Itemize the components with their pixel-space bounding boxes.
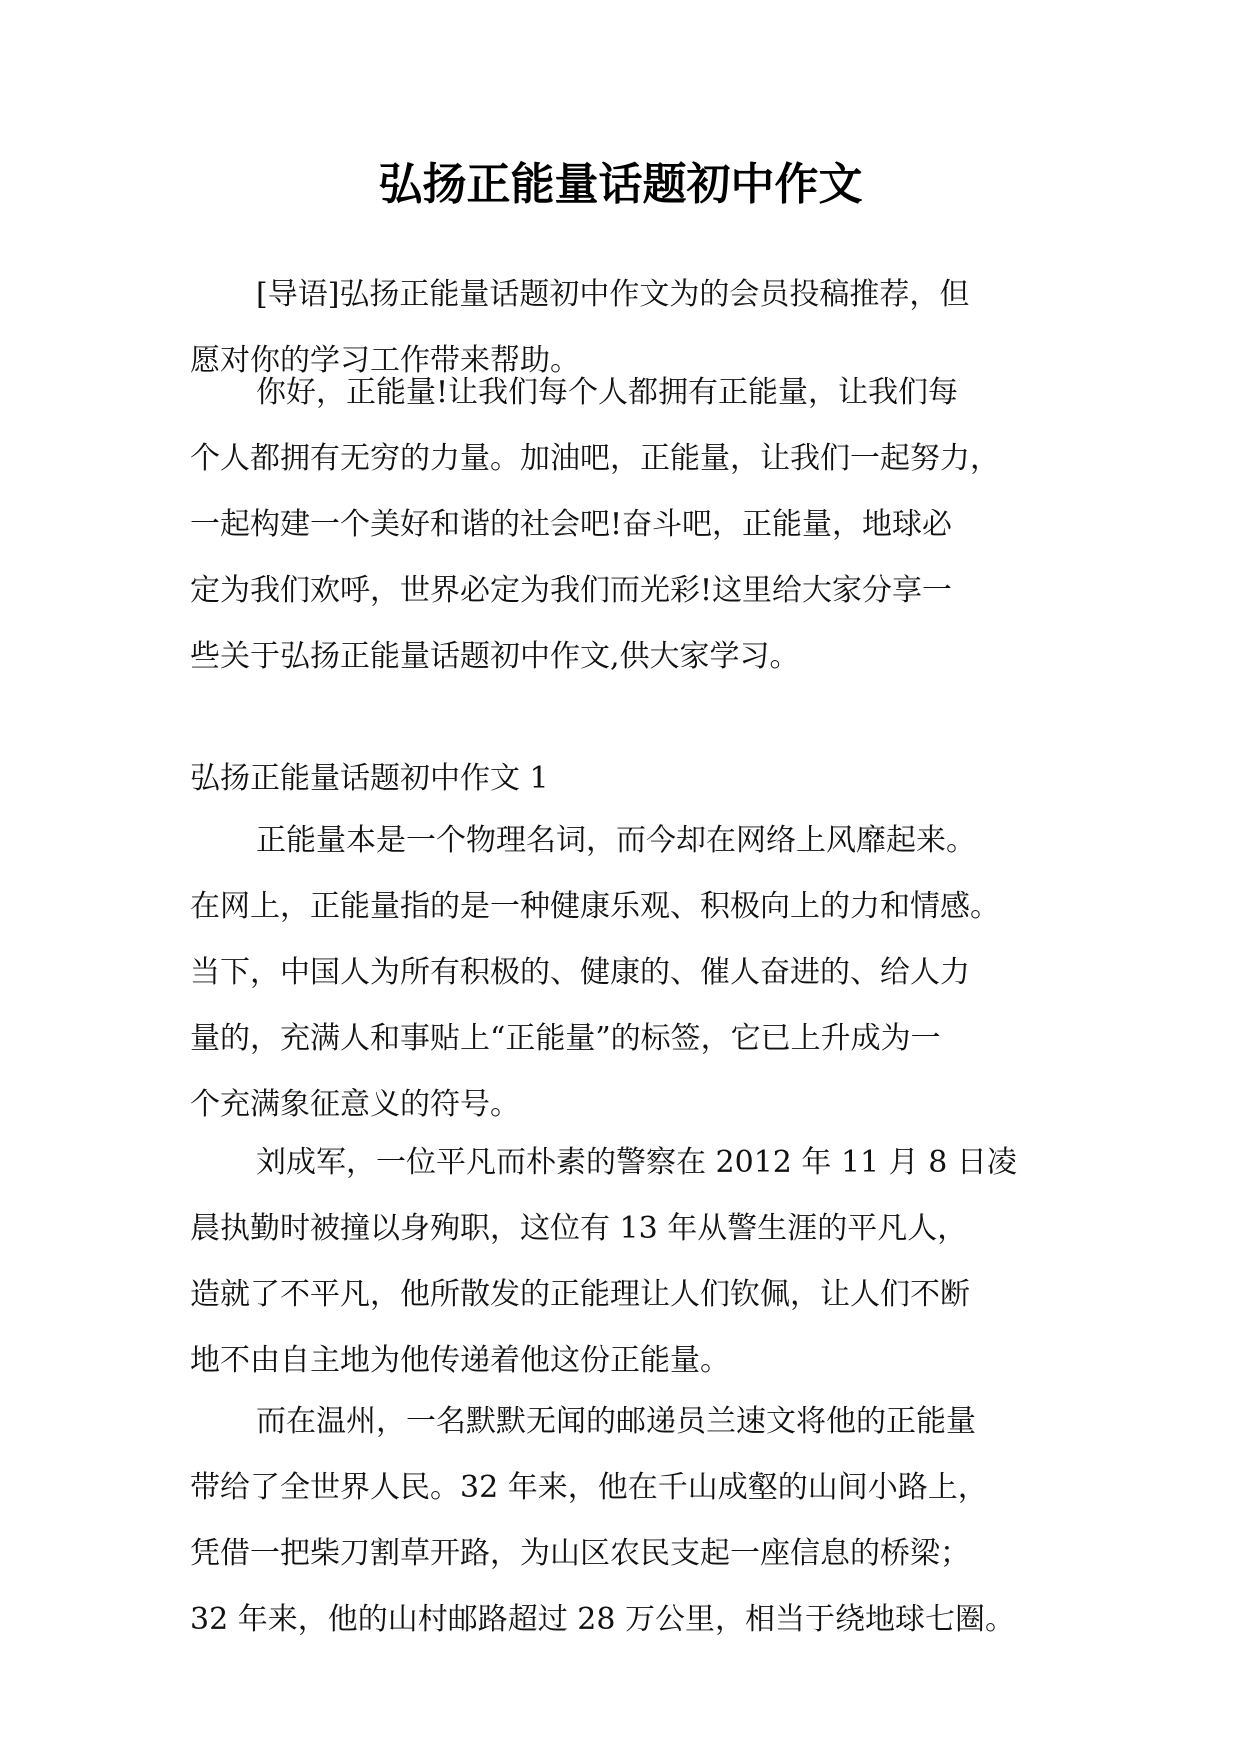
intro-line: 愿对你的学习工作带来帮助。 [190,343,580,378]
section-heading: 弘扬正能量话题初中作文 1 [190,761,549,796]
page-title: 弘扬正能量话题初中作文 [378,159,863,210]
intro-line: [导语]弘扬正能量话题初中作文为的会员投稿推荐，但 [256,277,970,312]
paragraph-3 [190,1130,1050,1394]
paragraph-4 [190,1389,1050,1653]
paragraph-line: 量的，充满人和事贴上“正能量”的标签，它已上升成为一 [190,1021,941,1056]
paragraph-line: 32 年来，他的山村邮路超过 28 万公里，相当于绕地球七圈。 [190,1602,1015,1637]
paragraph-line: 造就了不平凡，他所散发的正能理让人们钦佩，让人们不断 [190,1277,970,1312]
paragraph-line: 些关于弘扬正能量话题初中作文,供大家学习。 [190,639,800,674]
paragraph-1 [190,360,1050,690]
paragraph-line: 在网上，正能量指的是一种健康乐观、积极向上的力和情感。 [190,889,1000,924]
paragraph-line: 凭借一把柴刀割草开路，为山区农民支起一座信息的桥梁； [190,1536,970,1571]
paragraph-line: 当下，中国人为所有积极的、健康的、催人奋进的、给人力 [190,955,970,990]
paragraph-line: 正能量本是一个物理名词，而今却在网络上风靡起来。 [256,823,976,858]
paragraph-line: 个充满象征意义的符号。 [190,1087,520,1122]
paragraph-line: 地不由自主地为他传递着他这份正能量。 [190,1343,730,1378]
paragraph-line: 定为我们欢呼，世界必定为我们而光彩!这里给大家分享一 [190,573,953,608]
paragraph-line: 而在温州，一名默默无闻的邮递员兰速文将他的正能量 [256,1404,976,1439]
paragraph-line: 刘成军，一位平凡而朴素的警察在 2012 年 11 月 8 日凌 [256,1145,1017,1180]
paragraph-line: 你好，正能量!让我们每个人都拥有正能量，让我们每 [256,375,959,410]
paragraph-line: 一起构建一个美好和谐的社会吧!奋斗吧，正能量，地球必 [190,507,953,542]
paragraph-line: 带给了全世界人民。32 年来，他在千山成壑的山间小路上， [190,1470,988,1505]
paragraph-line: 晨执勤时被撞以身殉职，这位有 13 年从警生涯的平凡人， [190,1211,968,1246]
paragraph-line: 个人都拥有无穷的力量。加油吧，正能量，让我们一起努力， [190,441,1000,476]
paragraph-2 [190,808,1050,1138]
section-heading-block [190,746,1050,812]
